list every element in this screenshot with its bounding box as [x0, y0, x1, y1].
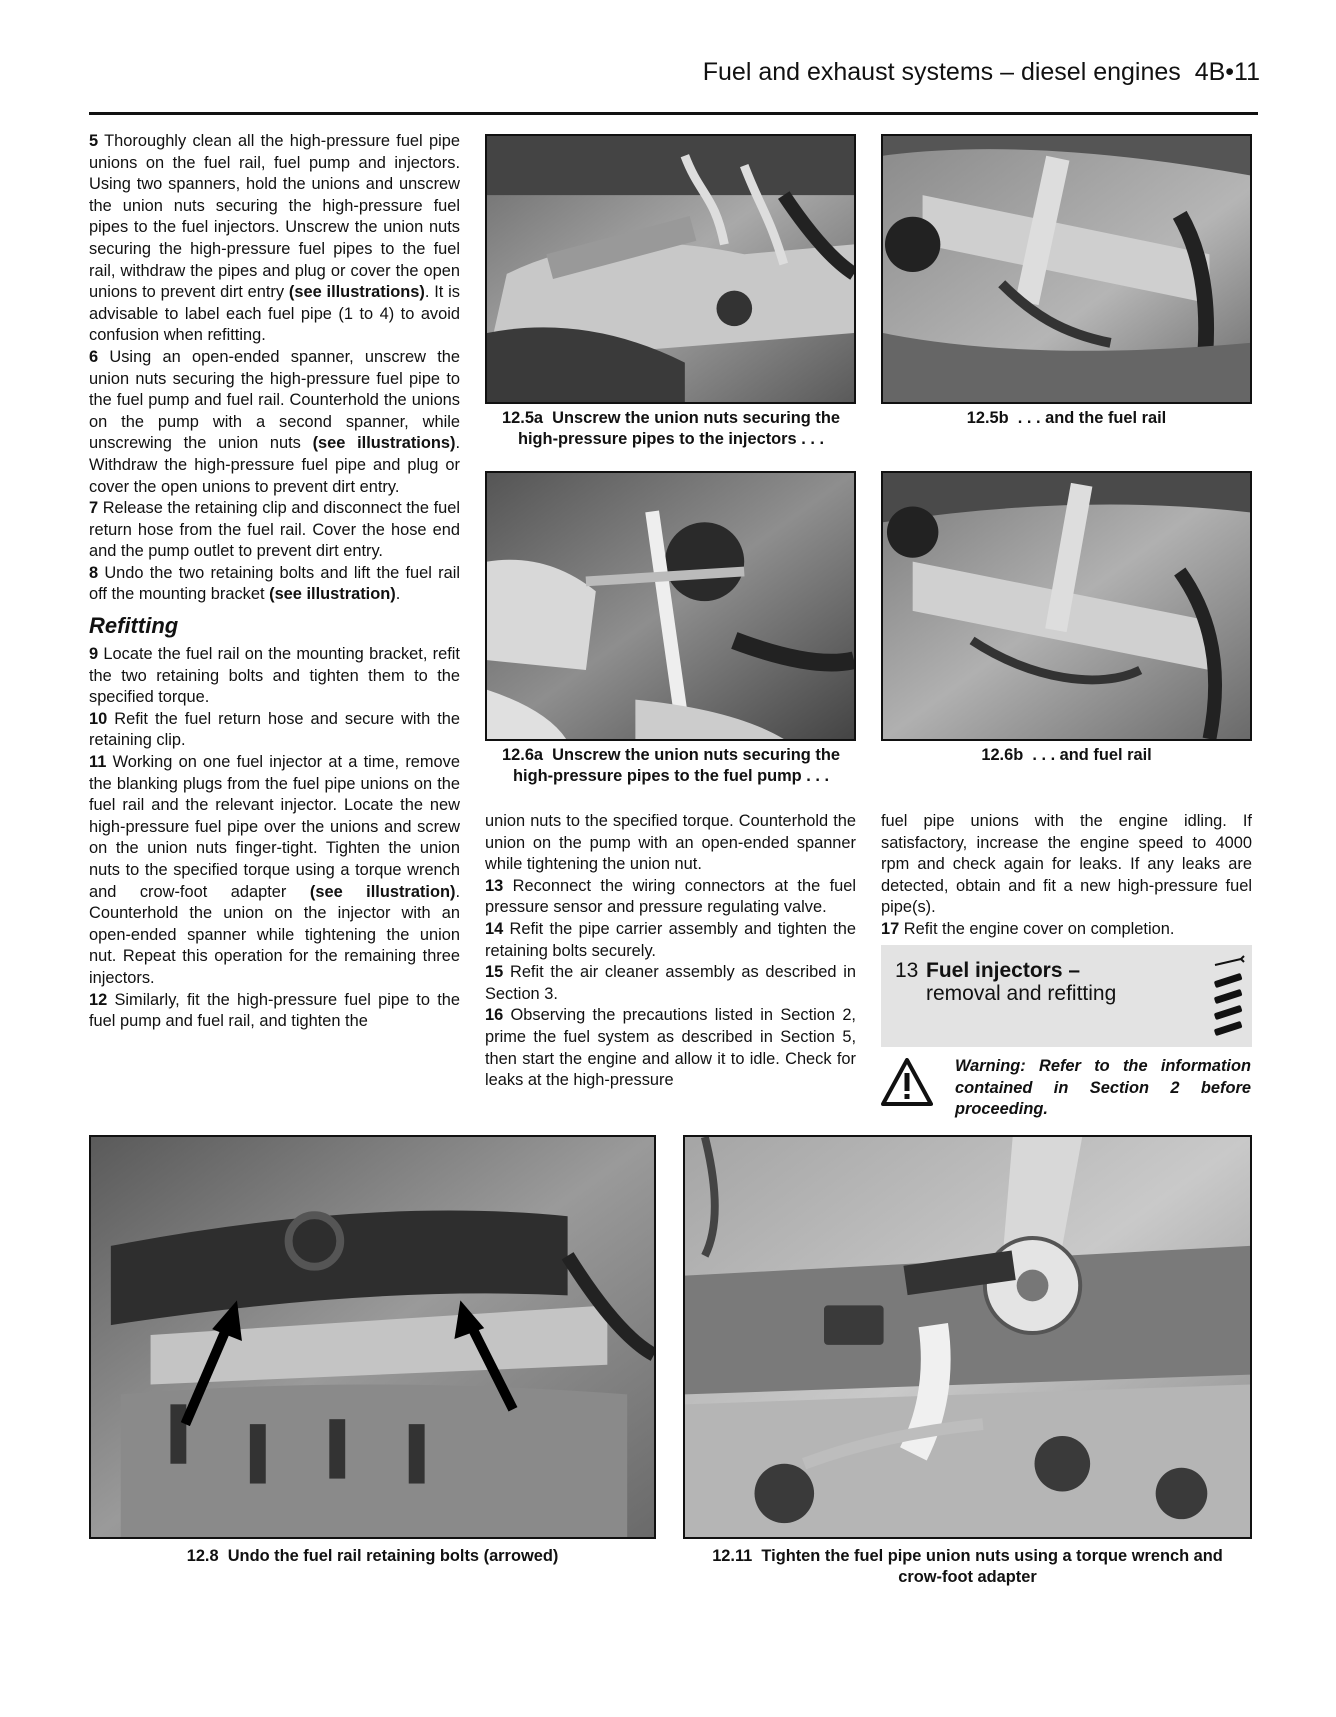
paragraph-6: 6 Using an open-ended spanner, unscrew the union nuts securing the high-pressure fuel pipe to the fuel pump and fuel rail. Counterhold the unions on the pump with a second spanner, while unscrewing the union nuts (see illustrations). Withdraw the high-pressure fuel pipe and plug or cover the open unions to prevent dirt entry.	[89, 347, 460, 496]
caption-12-5b: 12.5b . . . and the fuel rail	[966, 409, 1167, 427]
photo-12-5a	[485, 134, 856, 404]
photo-12-6b-image	[883, 473, 1250, 739]
spanner-difficulty-icon	[1211, 955, 1247, 1039]
caption-12-11: 12.11 Tighten the fuel pipe union nuts using a torque wrench and crow-foot adapter	[712, 1547, 1223, 1586]
photo-12-6b	[881, 471, 1252, 741]
subheading-refitting: Refitting	[89, 613, 179, 639]
paragraph-9: 9 Locate the fuel rail on the mounting bracket, refit the two retaining bolts and tighten them to the specified torque.	[89, 645, 460, 707]
photo-12-5b	[881, 134, 1252, 404]
left-column	[89, 131, 460, 1033]
section-subtitle: removal and refitting	[926, 982, 1117, 1005]
paragraph-12: 12 Similarly, fit the high-pressure fuel pipe to the fuel pump and fuel rail, and tighten the	[89, 990, 460, 1031]
paragraph-5: 5 Thoroughly clean all the high-pressure fuel pipe unions on the fuel rail, fuel pump and injectors. Using two spanners, hold the unions and unscrew the union nuts securing the high-pressure fuel pipes to the fuel injectors. Unscrew the union nuts securing the high-pressure fuel pipes to the fuel rail, withdraw the pipes and plug or cover the open unions to prevent dirt entry (see illustrations). It is advisable to label each fuel pipe (1 to 4) to avoid confusion when refitting.	[89, 132, 460, 345]
section-heading-box	[881, 945, 1252, 1047]
photo-12-8-image	[91, 1137, 654, 1537]
caption-12-8: 12.8 Undo the fuel rail retaining bolts (arrowed)	[186, 1547, 559, 1565]
page-number: 4B•11	[1194, 58, 1260, 86]
paragraph-16-continued: fuel pipe unions with the engine idling. If satisfactory, increase the engine speed to 4000 rpm and check again for leaks. If any leaks are detected, obtain and fit a new high-pressure fuel pipe(s).	[881, 812, 1252, 917]
photo-12-11-image	[685, 1137, 1250, 1537]
paragraph-10: 10 Refit the fuel return hose and secure with the retaining clip.	[89, 709, 460, 750]
right-column	[881, 811, 1252, 941]
section-number: 13	[895, 959, 919, 982]
section-title: Fuel injectors –	[926, 959, 1081, 982]
paragraph-7: 7 Release the retaining clip and disconnect the fuel return hose from the fuel rail. Cover the hose end and the pump outlet to prevent dirt entry.	[89, 499, 460, 561]
paragraph-14: 14 Refit the pipe carrier assembly and tighten the retaining bolts securely.	[485, 919, 856, 960]
caption-12-6a: 12.6a Unscrew the union nuts securing the high-pressure pipes to the fuel pump . . .	[502, 746, 840, 785]
caption-12-6b: 12.6b . . . and fuel rail	[981, 746, 1152, 764]
paragraph-16: 16 Observing the precautions listed in Section 2, prime the fuel system as described in Section 5, then start the engine and allow it to idle. Check for leaks at the high-pressure	[485, 1006, 856, 1090]
paragraph-15: 15 Refit the air cleaner assembly as described in Section 3.	[485, 963, 856, 1003]
photo-12-5b-image	[883, 136, 1250, 402]
photo-12-8	[89, 1135, 656, 1539]
middle-column	[485, 811, 856, 1092]
running-header	[690, 58, 1260, 87]
warning-text: Warning: Refer to the information contained in Section 2 before proceeding.	[955, 1057, 1251, 1119]
header-title: Fuel and exhaust systems – diesel engines	[702, 58, 1181, 86]
photo-12-11	[683, 1135, 1252, 1539]
header-rule	[89, 112, 1258, 115]
photo-12-6a-image	[487, 473, 854, 739]
photo-12-5a-image	[487, 136, 854, 402]
paragraph-11: 11 Working on one fuel injector at a time, remove the blanking plugs from the fuel pipe unions on the fuel rail and the relevant injector. Locate the new high-pressure fuel pipe over the unions and screw on the union nuts finger-tight. Tighten the union nuts to the specified torque using a torque wrench and crow-foot adapter (see illustration). Counterhold the union on the injector with an open-ended spanner while tightening the union nut. Repeat this operation for the remaining three injectors.	[89, 753, 460, 987]
paragraph-13: 13 Reconnect the wiring connectors at the fuel pressure sensor and pressure regulating valve.	[485, 876, 856, 917]
photo-12-6a	[485, 471, 856, 741]
caption-12-5a: 12.5a Unscrew the union nuts securing the high-pressure pipes to the injectors . . .	[502, 409, 840, 448]
paragraph-12-continued: union nuts to the specified torque. Counterhold the union on the pump with an open-ended spanner while tightening the union nut.	[485, 812, 856, 874]
warning-triangle-icon	[881, 1058, 933, 1106]
paragraph-17: 17 Refit the engine cover on completion.	[881, 919, 1175, 938]
paragraph-8: 8 Undo the two retaining bolts and lift the fuel rail off the mounting bracket (see illustration).	[89, 563, 460, 604]
